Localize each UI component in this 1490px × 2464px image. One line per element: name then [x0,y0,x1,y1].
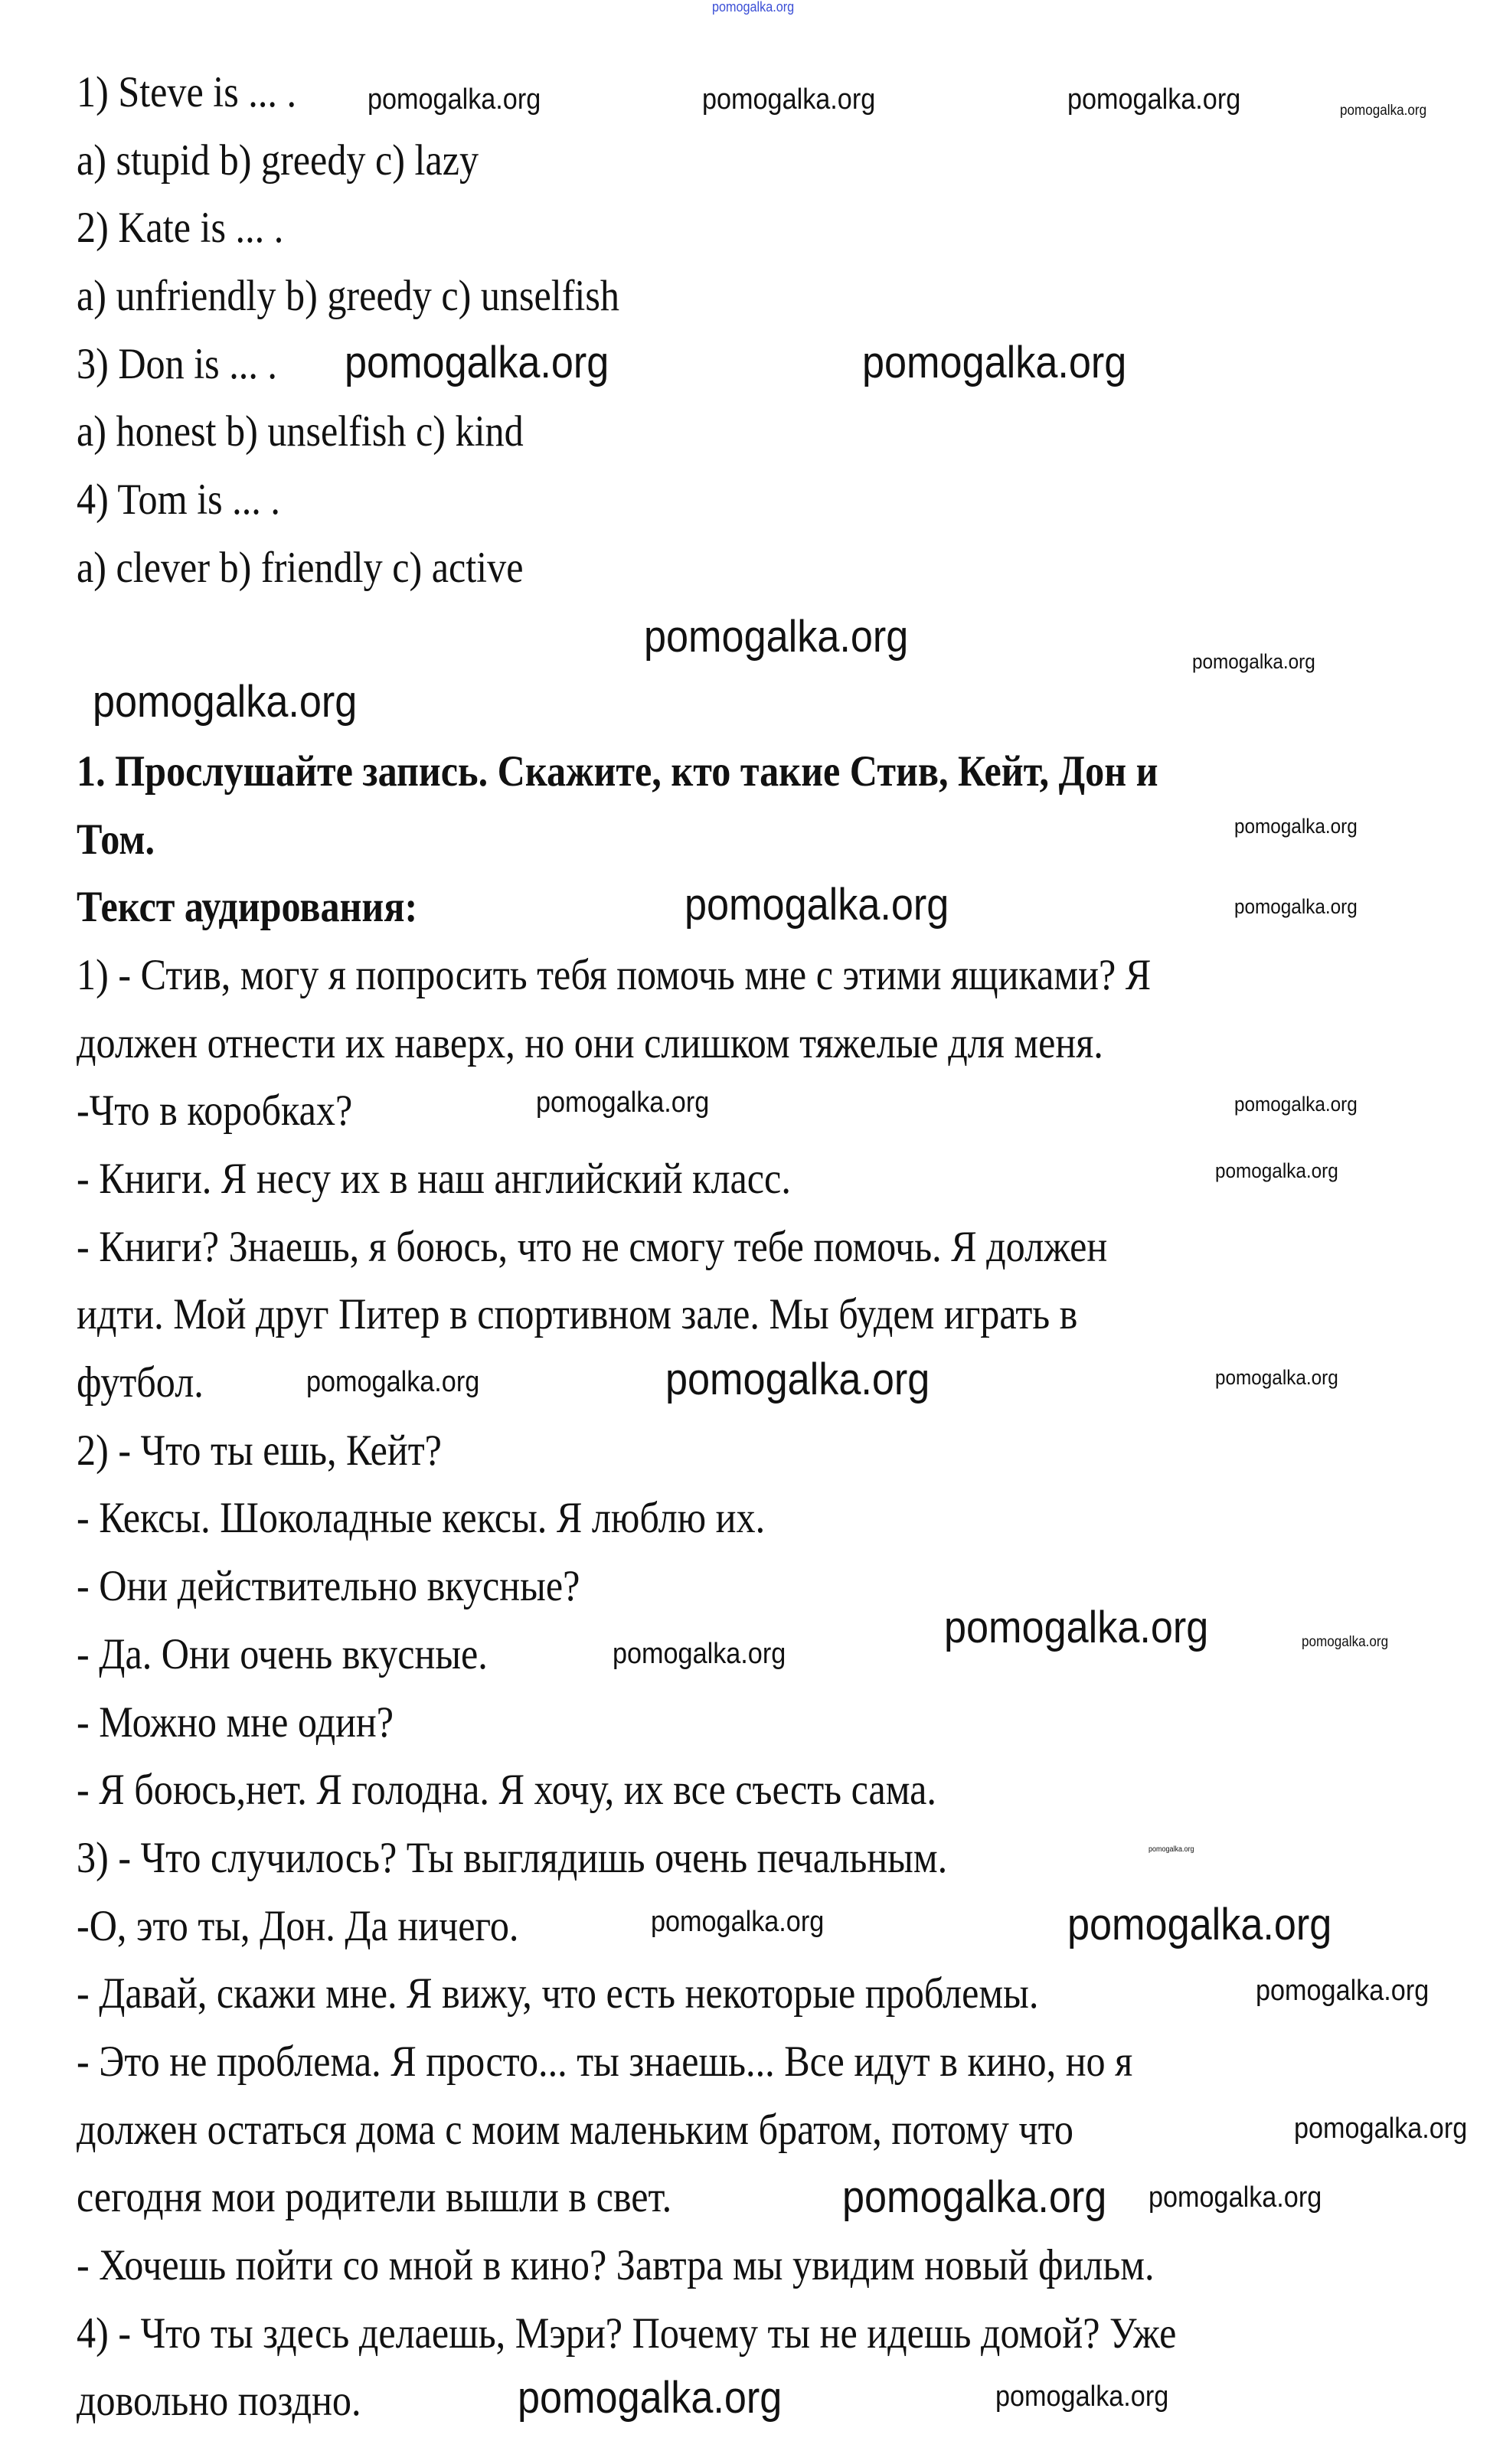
transcript-line: - Я боюсь,нет. Я голодна. Я хочу, их все съесть сама. [77,1766,936,1815]
watermark: pomogalka.org [536,1087,710,1119]
watermark: pomogalka.org [306,1366,480,1398]
transcript-line: сегодня мои родители вышли в свет. [77,2173,672,2222]
watermark: pomogalka.org [1234,895,1358,918]
watermark: pomogalka.org [644,612,909,662]
transcript-line: довольно поздно. [77,2377,361,2426]
watermark: pomogalka.org [1340,103,1427,119]
watermark: pomogalka.org [518,2373,783,2423]
watermark: pomogalka.org [93,677,358,727]
transcript-line: должен остаться дома с моим маленьким братом, потому что [77,2105,1073,2154]
watermark: pomogalka.org [665,1355,930,1404]
transcript-line: - Можно мне один? [77,1698,394,1747]
document-body [77,59,1176,2436]
watermark: pomogalka.org [862,338,1127,387]
transcript-line: футбол. [77,1358,204,1407]
answer-options: a) stupid b) greedy c) lazy [77,136,479,185]
watermark: pomogalka.org [842,2172,1107,2222]
transcript-line: -Что в коробках? [77,1087,353,1136]
watermark: pomogalka.org [702,83,876,116]
transcript-line: 1) - Стив, могу я попросить тебя помочь мне с этими ящиками? Я [77,950,1152,999]
watermark: pomogalka.org [368,83,541,116]
watermark: pomogalka.org [995,2381,1169,2413]
watermark: pomogalka.org [944,1603,1209,1652]
watermark: pomogalka.org [1149,2181,1322,2214]
transcript-line: - Книги. Я несу их в наш английский класс. [77,1155,791,1203]
transcript-line: - Давай, скажи мне. Я вижу, что есть некоторые проблемы. [77,1969,1039,2018]
watermark: pomogalka.org [1294,2113,1468,2145]
transcript-line: - Кексы. Шоколадные кексы. Я люблю их. [77,1494,766,1543]
answer-options: a) honest b) unselfish c) kind [77,407,524,456]
task-heading: 1. Прослушайте запись. Скажите, кто такие Стив, Кейт, Дон и [77,747,1158,796]
question-line: 4) Tom is ... . [77,475,280,524]
watermark: pomogalka.org [1234,1093,1358,1116]
question-line: 1) Steve is ... . [77,68,297,116]
watermark: pomogalka.org [1256,1975,1430,2007]
watermark: pomogalka.org [613,1638,786,1670]
watermark: pomogalka.org [1067,1900,1332,1949]
watermark: pomogalka.org [1215,1366,1338,1389]
answer-options: a) clever b) friendly c) active [77,543,524,592]
transcript-heading: Текст аудирования: [77,883,418,932]
transcript-line: - Книги? Знаешь, я боюсь, что не смогу тебе помочь. Я должен [77,1222,1108,1271]
transcript-line: -О, это ты, Дон. Да ничего. [77,1901,519,1950]
answer-options: a) unfriendly b) greedy c) unselfish [77,272,619,321]
question-line: 3) Don is ... . [77,339,277,388]
watermark: pomogalka.org [1192,650,1315,673]
transcript-line: - Да. Они очень вкусные. [77,1629,488,1678]
transcript-line: идти. Мой друг Питер в спортивном зале. Мы будем играть в [77,1290,1078,1339]
watermark: pomogalka.org [1067,83,1241,116]
watermark: pomogalka.org [651,1906,825,1938]
transcript-line: - Хочешь пойти со мной в кино? Завтра мы увидим новый фильм. [77,2241,1155,2289]
watermark: pomogalka.org [1234,815,1358,838]
transcript-line: 2) - Что ты ешь, Кейт? [77,1426,442,1475]
watermark: pomogalka.org [1302,1634,1389,1650]
watermark: pomogalka.org [685,880,949,930]
transcript-line: 3) - Что случилось? Ты выглядишь очень печальным. [77,1833,948,1882]
watermark: pomogalka.org [345,338,609,387]
transcript-line: - Они действительно вкусные? [77,1562,580,1611]
transcript-line: должен отнести их наверх, но они слишком тяжелые для меня. [77,1018,1103,1067]
watermark: pomogalka.org [1215,1159,1338,1182]
watermark: pomogalka.org [712,0,795,15]
watermark: pomogalka.org [1149,1845,1194,1854]
question-line: 2) Kate is ... . [77,204,284,253]
transcript-line: 4) - Что ты здесь делаешь, Мэри? Почему ты не идешь домой? Уже [77,2309,1177,2358]
transcript-line: - Это не проблема. Я просто... ты знаешь... Все идут в кино, но я [77,2037,1133,2086]
task-heading-cont: Том. [77,815,155,864]
